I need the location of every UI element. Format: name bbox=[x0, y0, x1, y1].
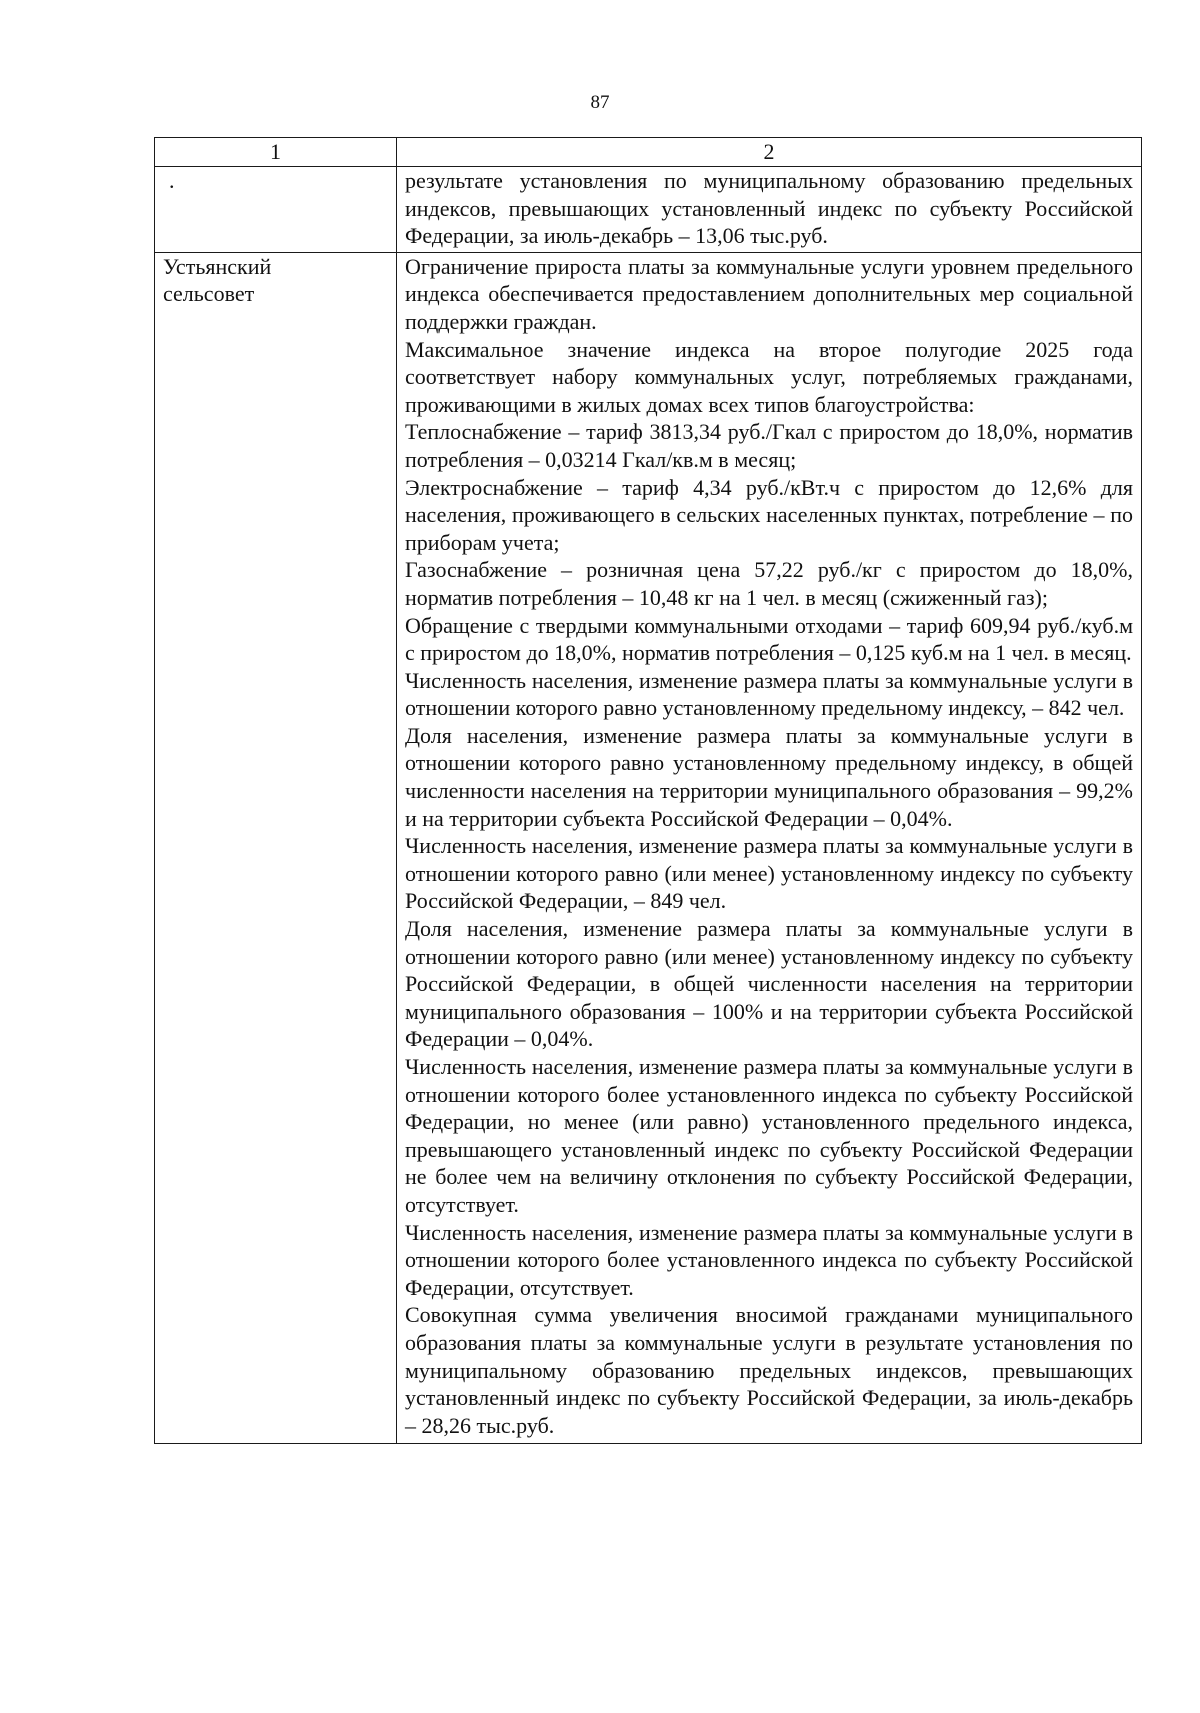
municipality-name-line1: Устьянский bbox=[163, 253, 272, 279]
page-number: 87 bbox=[590, 92, 610, 113]
description-cell bbox=[397, 252, 1142, 1444]
continuation-cell bbox=[397, 167, 1142, 253]
header-col-2: 2 bbox=[397, 138, 1142, 167]
paragraph-population-between: Численность населения, изменение размера платы за коммунальные услуги в отношении которого более установленного индекса по субъекту Российской Федерации, но менее (или равно) установленного предельного индекса, превышающего установленный индекс по субъекту Российской Федерации не более чем на величину отклонения по субъекту Российской Федерации, отсутствует. bbox=[405, 1054, 1133, 1217]
paragraph-population-above: Численность населения, изменение размера платы за коммунальные услуги в отношении которого более установленного индекса по субъекту Российской Федерации, отсутствует. bbox=[405, 1219, 1133, 1300]
data-table bbox=[154, 137, 1142, 1444]
paragraph-heat-supply: Теплоснабжение – тариф 3813,34 руб./Гкал с приростом до 18,0%, норматив потребления – 0,03214 Гкал/кв.м в месяц; bbox=[405, 419, 1133, 472]
table-header-row bbox=[155, 138, 1142, 167]
continuation-marker: . bbox=[155, 167, 397, 253]
table-row-ustyansky bbox=[155, 252, 1142, 1444]
paragraph-waste: Обращение с твердыми коммунальными отходами – тариф 609,94 руб./куб.м с приростом до 18,0%, норматив потребления – 0,125 куб.м на 1 чел. в месяц. bbox=[405, 612, 1133, 666]
header-col-1: 1 bbox=[155, 138, 397, 167]
paragraph-share-equal-limit: Доля населения, изменение размера платы за коммунальные услуги в отношении которого равно установленному предельному индексу, в общей численности населения на территории муниципального образования – 99,2% и на территории субъекта Российской Федерации – 0,04%. bbox=[405, 722, 1133, 831]
municipality-cell bbox=[155, 252, 397, 1444]
paragraph-total-sum: Совокупная сумма увеличения вносимой гражданами муниципального образования платы за коммунальные услуги в результате установления по муниципальному образованию предельных индексов, превышающих установленный индекс по субъекту Российской Федерации, за июль-декабрь – 28,26 тыс.руб. bbox=[405, 1302, 1133, 1438]
paragraph-electricity: Электроснабжение – тариф 4,34 руб./кВт.ч с приростом до 12,6% для населения, проживающего в сельских населенных пунктах, потребление – по приборам учета; bbox=[405, 474, 1133, 555]
paragraph-population-equal-limit: Численность населения, изменение размера платы за коммунальные услуги в отношении которого равно установленному предельному индексу, – 842 чел. bbox=[405, 667, 1133, 721]
municipality-name-line2: сельсовет bbox=[163, 281, 255, 307]
paragraph-share-equal-subject: Доля населения, изменение размера платы за коммунальные услуги в отношении которого равно (или менее) установленному индексу по субъекту Российской Федерации, в общей численности населения на территории муниципального образования – 100% и на территории субъекта Российской Федерации – 0,04%. bbox=[405, 916, 1133, 1052]
table-row-continuation bbox=[155, 167, 1142, 253]
continuation-text: результате установления по муниципальному образованию предельных индексов, превышающих установленный индекс по субъекту Российской Федерации, за июль-декабрь – 13,06 тыс.руб. bbox=[405, 168, 1133, 249]
paragraph-population-equal-subject: Численность населения, изменение размера платы за коммунальные услуги в отношении которого равно (или менее) установленному индексу по субъекту Российской Федерации, – 849 чел. bbox=[405, 833, 1133, 914]
paragraph-limit-growth: Ограничение прироста платы за коммунальные услуги уровнем предельного индекса обеспечивается предоставлением дополнительных мер социальной поддержки граждан. bbox=[405, 253, 1133, 334]
paragraph-gas-supply: Газоснабжение – розничная цена 57,22 руб./кг с приростом до 18,0%, норматив потребления – 10,48 кг на 1 чел. в месяц (сжиженный газ); bbox=[405, 557, 1133, 610]
paragraph-max-index: Максимальное значение индекса на второе полугодие 2025 года соответствует набору коммунальных услуг, потребляемых гражданами, проживающими в жилых домах всех типов благоустройства: bbox=[405, 336, 1133, 417]
